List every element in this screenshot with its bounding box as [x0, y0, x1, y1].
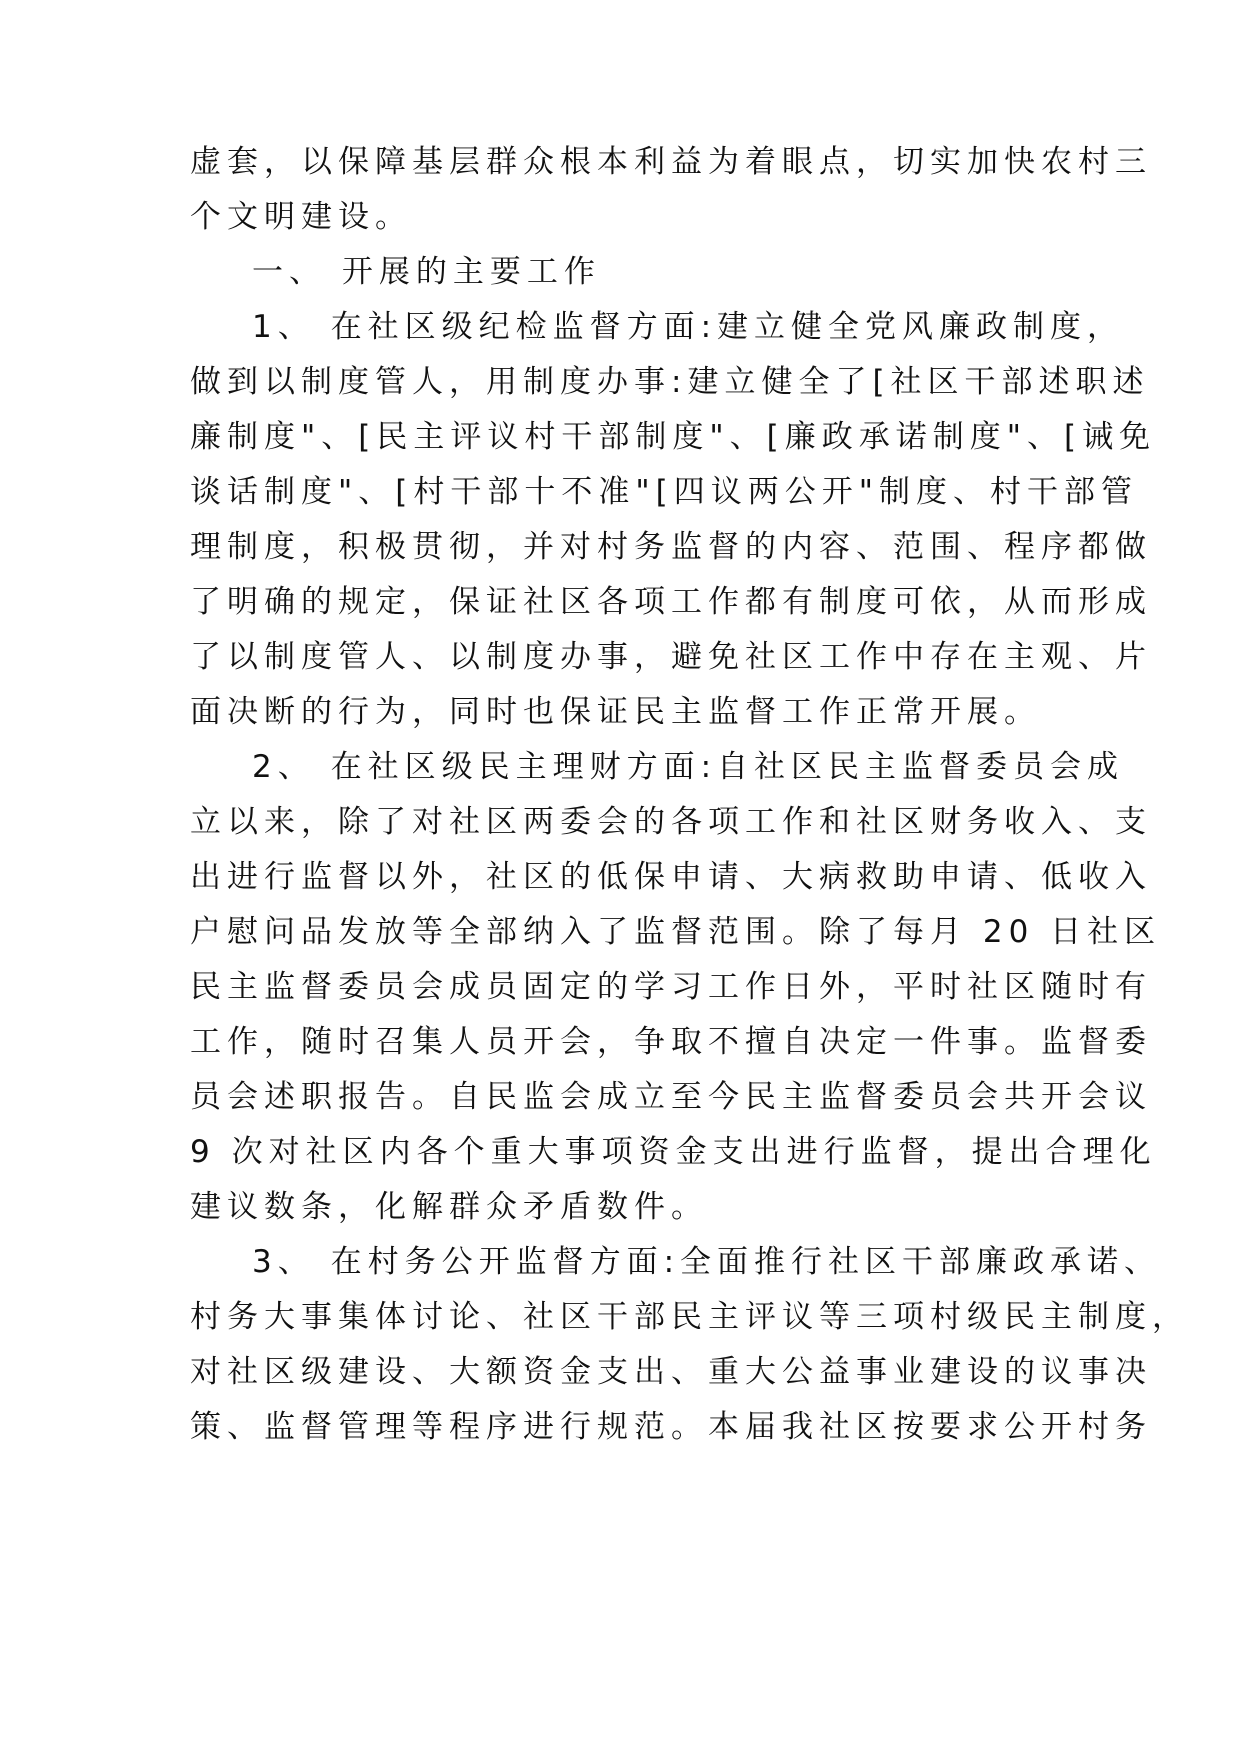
text-line: 策、监督管理等程序进行规范。本届我社区按要求公开村务: [190, 1409, 1152, 1445]
text-line: 做到以制度管人，用制度办事:建立健全了[社区干部述职述: [190, 364, 1150, 400]
text-line: 廉制度"、[民主评议村干部制度"、[廉政承诺制度"、[诫免: [190, 419, 1157, 455]
text-line: 工作，随时召集人员开会，争取不擅自决定一件事。监督委: [190, 1024, 1152, 1060]
text-line: 员会述职报告。自民监会成立至今民主监督委员会共开会议: [190, 1079, 1152, 1115]
text-line: 民主监督委员会成员固定的学习工作日外，平时社区随时有: [190, 969, 1152, 1005]
text-line: 立以来，除了对社区两委会的各项工作和社区财务收入、支: [190, 804, 1152, 840]
text-line: 了以制度管人、以制度办事，避免社区工作中存在主观、片: [190, 639, 1152, 675]
text-line: 谈话制度"、[村干部十不准"[四议两公开"制度、村干部管: [190, 474, 1138, 510]
text-line: 户慰问品发放等全部纳入了监督范围。除了每月 20 日社区: [190, 914, 1162, 950]
text-line: 对社区级建设、大额资金支出、重大公益事业建设的议事决: [190, 1354, 1152, 1390]
text-line: 了明确的规定，保证社区各项工作都有制度可依，从而形成: [190, 584, 1152, 620]
text-line: 村务大事集体讨论、社区干部民主评议等三项村级民主制度，: [190, 1299, 1189, 1335]
text-line: 建议数条，化解群众矛盾数件。: [190, 1189, 708, 1225]
text-line: 9 次对社区内各个重大事项资金支出进行监督，提出合理化: [190, 1134, 1157, 1170]
text-line: 出进行监督以外，社区的低保申请、大病救助申请、低收入: [190, 859, 1152, 895]
section-heading: 一、 开展的主要工作: [252, 254, 601, 290]
text-line: 虚套，以保障基层群众根本利益为着眼点，切实加快农村三: [190, 144, 1152, 180]
text-line: 个文明建设。: [190, 199, 412, 235]
text-line: 理制度，积极贯彻，并对村务监督的内容、范围、程序都做: [190, 529, 1152, 565]
paragraph-start: 2、 在社区级民主理财方面:自社区民主监督委员会成: [252, 749, 1125, 785]
paragraph-start: 3、 在村务公开监督方面:全面推行社区干部廉政承诺、: [252, 1244, 1162, 1280]
paragraph-start: 1、 在社区级纪检监督方面:建立健全党风廉政制度，: [252, 309, 1125, 345]
text-line: 面决断的行为，同时也保证民主监督工作正常开展。: [190, 694, 1041, 730]
